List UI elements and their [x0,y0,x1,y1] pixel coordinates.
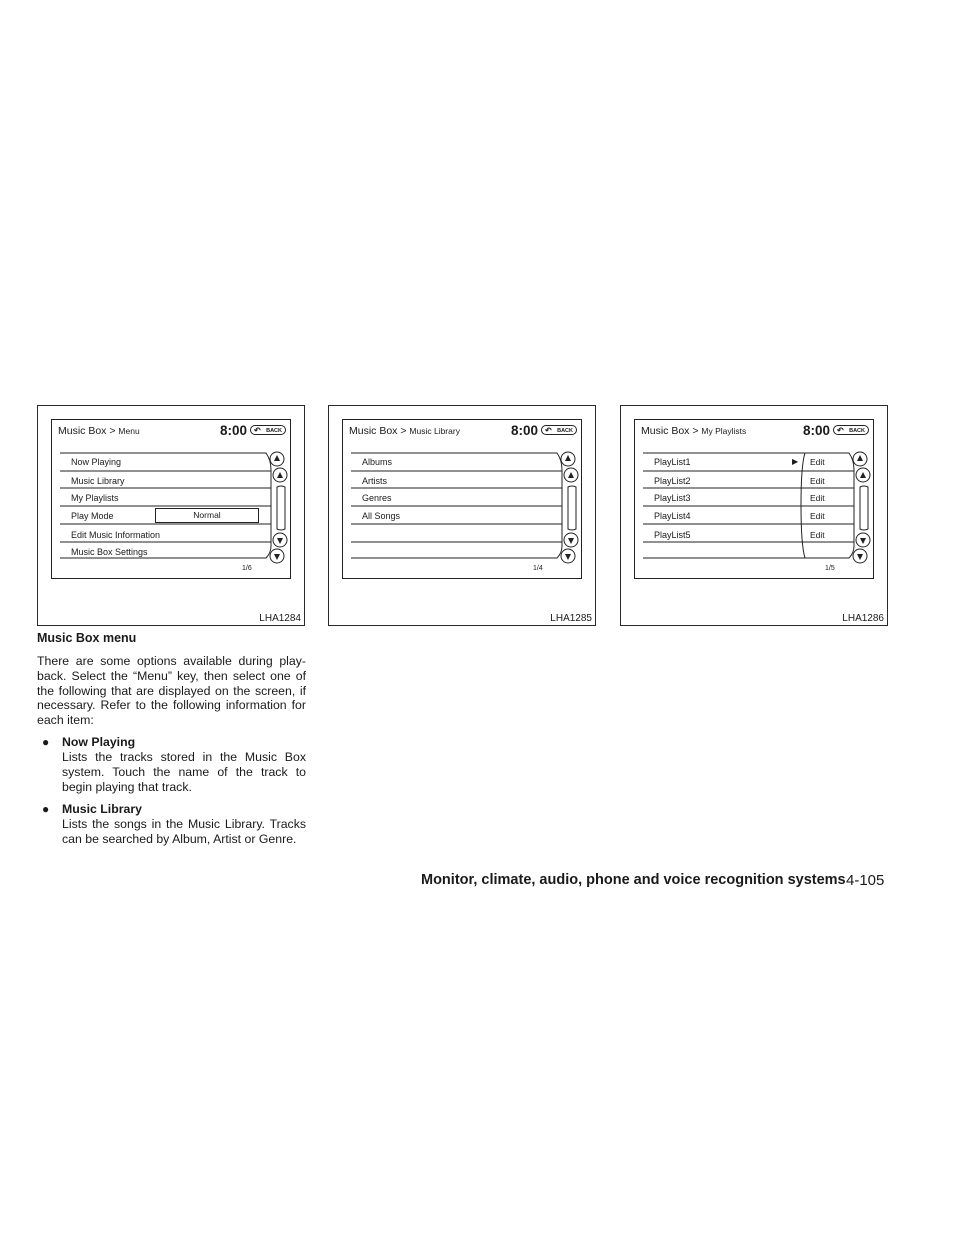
playlist-item-5[interactable]: PlayList5 [654,530,691,540]
playlist-item-2[interactable]: PlayList2 [654,476,691,486]
play-mode-value[interactable]: Normal [155,508,259,523]
library-item-albums[interactable]: Albums [362,457,393,467]
playlist-item-1[interactable]: PlayList1 [654,457,691,467]
figure-code: LHA1284 [259,613,301,624]
bullet-body-now-playing: Lists the tracks stored in the Music Box system. Touch the name of the track to begin playing that track. [62,750,306,794]
menu-item-now-playing[interactable]: Now Playing [71,457,122,467]
screen-my-playlists [634,419,874,579]
screen-title: Music Box > Menu [58,425,140,437]
back-arrow-icon: ↶ [837,426,844,435]
figure-code: LHA1286 [842,613,884,624]
figure-my-playlists [620,405,888,626]
menu-item-music-library[interactable]: Music Library [71,476,125,486]
library-item-genres[interactable]: Genres [362,493,392,503]
edit-button[interactable]: Edit [810,457,825,467]
clock: 8:00 [511,423,539,438]
back-button[interactable]: ↶ BACK [541,425,577,435]
library-item-all-songs[interactable]: All Songs [362,511,401,521]
bullet-title-music-library: Music Library [62,802,142,816]
footer-section-title: Monitor, climate, audio, phone and voice recognition systems [421,872,846,888]
figure-music-box-menu [37,405,305,626]
menu-item-my-playlists[interactable]: My Playlists [71,493,119,503]
figure-music-library [328,405,596,626]
menu-item-play-mode[interactable]: Play Mode [71,511,114,521]
bullet-body-music-library: Lists the songs in the Music Library. Tracks can be searched by Album, Artist or Genre. [62,817,306,846]
page-number: 4-105 [846,872,885,889]
playlist-item-3[interactable]: PlayList3 [654,493,691,503]
clock: 8:00 [220,423,248,438]
screen-title: Music Box > Music Library [349,425,460,437]
edit-button[interactable]: Edit [810,511,825,521]
back-arrow-icon: ↶ [254,426,261,435]
back-button[interactable]: ↶ BACK [833,425,869,435]
menu-item-edit-music-information[interactable]: Edit Music Information [71,530,161,540]
library-item-artists[interactable]: Artists [362,476,388,486]
edit-button[interactable]: Edit [810,476,825,486]
bullet-icon: ● [42,802,50,816]
screen-title: Music Box > My Playlists [641,425,747,437]
screen-menu [51,419,291,579]
intro-paragraph: There are some options available during play-back. Select the “Menu” key, then select one of the following that are displayed on the screen, if necessary. Refer to the following information for each item: [37,654,306,728]
page-indicator: 1/5 [825,565,835,572]
section-heading: Music Box menu [37,631,137,645]
bullet-icon: ● [42,735,50,749]
play-arrow-icon: ▶ [792,457,799,466]
page-indicator: 1/6 [242,565,252,572]
playlist-item-4[interactable]: PlayList4 [654,511,691,521]
menu-item-music-box-settings[interactable]: Music Box Settings [71,547,148,557]
bullet-title-now-playing: Now Playing [62,735,136,749]
back-arrow-icon: ↶ [545,426,552,435]
figure-code: LHA1285 [550,613,592,624]
clock: 8:00 [803,423,831,438]
screen-music-library [342,419,582,579]
back-button[interactable]: ↶ BACK [250,425,286,435]
edit-button[interactable]: Edit [810,530,825,540]
page-indicator: 1/4 [533,565,543,572]
edit-button[interactable]: Edit [810,493,825,503]
